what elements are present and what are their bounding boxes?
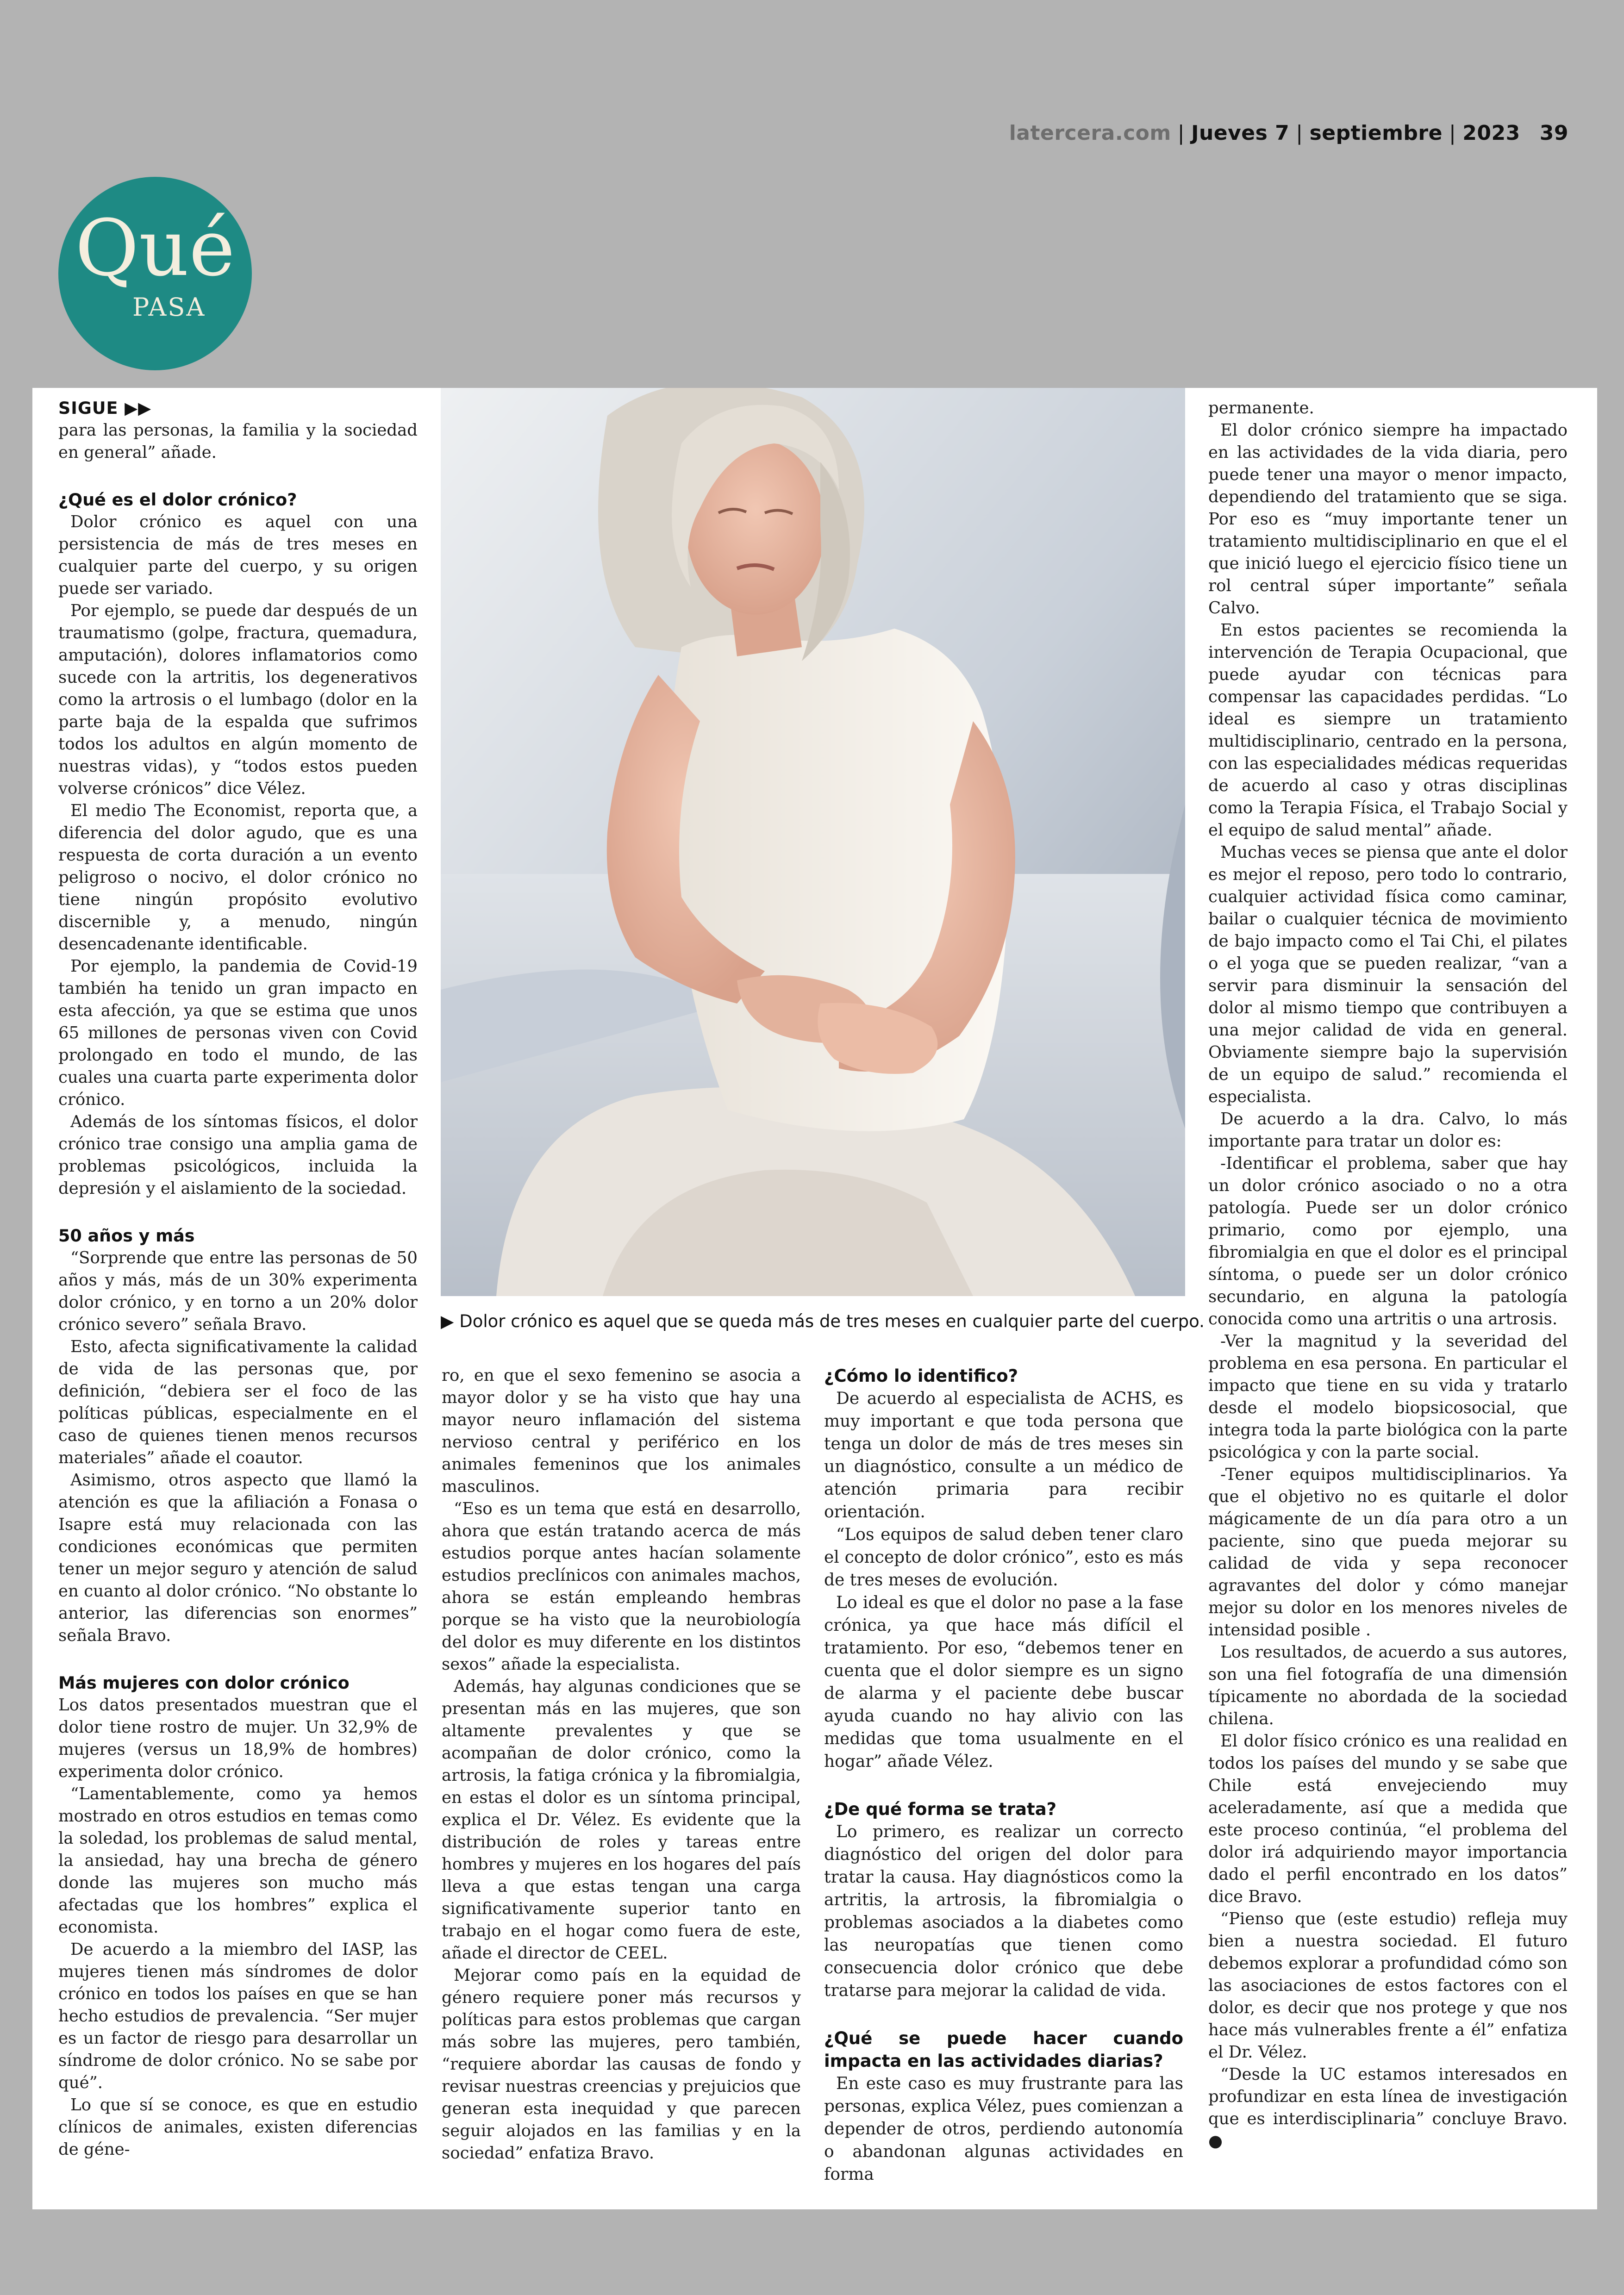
paragraph: El dolor crónico siempre ha impactado en las actividades de la vida diaria, pero puede tener una mayor o menor impacto, dependiendo del tratamiento que se siga. Por eso es “muy importante tener un tratamiento multidisciplinario en que el el que inició luego el ejercicio físico tiene un rol central súper importante” señala Calvo. <box>1208 421 1568 617</box>
column-1 <box>58 397 418 2161</box>
paragraph: Mejorar como país en la equidad de género requiere poner más recursos y políticas para estos problemas que cargan más sobre las mujeres, pero también, “requiere abordar las causas de fondo y revisar nuestras creencias y prejuicios que generan esta inequidad y que parecen seguir alojados en las familias y en la sociedad” enfatiza Bravo. <box>442 1966 801 2163</box>
paragraph: “Pienso que (este estudio) refleja muy bien a nuestra sociedad. El futuro debemos explorar a profundidad cómo son las asociaciones de estos factores con el dolor, es decir que nos protege y que nos hace más vulnerables frente a él” enfatiza el Dr. Vélez. <box>1208 1909 1568 2062</box>
paragraph: El dolor físico crónico es una realidad en todos los países del mundo y se sabe que Chile está envejeciendo muy aceleradamente, así que a medida que este proceso continúa, “el problema del dolor irá adquiriendo mayor importancia dado el perfil encontrado en los datos” dice Bravo. <box>1208 1732 1568 1906</box>
subheading: ¿Qué se puede hacer cuando impacta en las actividades diarias? <box>824 2028 1183 2071</box>
subheading: ¿De qué forma se trata? <box>824 1799 1057 1819</box>
paragraph: Dolor crónico es aquel con una persistencia de más de tres meses en cualquier parte del cuerpo, y su origen puede ser variado. <box>58 512 418 598</box>
paragraph: Además de los síntomas físicos, el dolor crónico trae consigo una amplia gama de problemas psicológicos, incluida la depresión y el aislamiento de la sociedad. <box>58 1112 418 1198</box>
paragraph: permanente. <box>1208 399 1314 418</box>
day: Jueves 7 <box>1191 121 1290 145</box>
paragraph: De acuerdo a la dra. Calvo, lo más importante para tratar un dolor es: <box>1208 1110 1568 1151</box>
paragraph: para las personas, la familia y la sociedad en general” añade. <box>58 421 418 462</box>
paragraph: En este caso es muy frustrante para las personas, explica Vélez, pues comienzan a depender de otros, perdiendo autonomía o abandonan algunas actividades en forma <box>824 2074 1183 2184</box>
paragraph: Lo que sí se conoce, es que en estudio clínicos de animales, existen diferencias de géne- <box>58 2095 418 2159</box>
woman-abdominal-pain-photo <box>441 388 1185 1296</box>
subheading: ¿Cómo lo identifico? <box>824 1366 1018 1386</box>
paragraph: Los resultados, de acuerdo a sus autores, son una fiel fotografía de una dimensión típicamente no abordada de la sociedad chilena. <box>1208 1643 1568 1728</box>
subheading: 50 años y más <box>58 1226 195 1246</box>
paragraph: “Desde la UC estamos interesados en profundizar en esta línea de investigación que es interdisciplinaria” concluye Bravo. ● <box>1208 2065 1568 2151</box>
paragraph: Además, hay algunas condiciones que se presentan más en las mujeres, que son altamente prevalentes y que se acompañan de dolor crónico, como la artrosis, la fatiga crónica y la fibromialgia, en estas el dolor es un síntoma principal, explica el Dr. Vélez. Es evidente que la distribución de roles y tareas entre hombres y mujeres en los hogares del país lleva a que estas tengan una carga significativamente superior tanto en trabajo en el hogar como fuera de este, añade el director de CEEL. <box>442 1677 801 1963</box>
logo-word-pasa: PASA <box>132 293 206 322</box>
paragraph: Por ejemplo, la pandemia de Covid-19 también ha tenido un gran impacto en esta afección, ya que se estima que unos 65 millones de personas viven con Covid prolongado en todo el mundo, de las cuales una cuarta parte experimenta dolor crónico. <box>58 957 418 1109</box>
logo-word-que: Qué <box>75 203 235 293</box>
paragraph: Muchas veces se piensa que ante el dolor es mejor el reposo, pero todo lo contrario, cualquier actividad física como caminar, bailar o cualquier técnica de movimiento de bajo impacto como el Tai Chi, el pilates o el yoga que se pueden realizar, “van a servir para disminuir la sensación del dolor al mismo tiempo que contribuyen a una mejor calidad de vida en general. Obviamente siempre bajo la supervisión de un equipo de salud.” recomienda el especialista. <box>1208 843 1568 1106</box>
column-4 <box>1208 397 1568 2152</box>
subheading: Más mujeres con dolor crónico <box>58 1673 350 1693</box>
site-name: latercera.com <box>1009 121 1171 145</box>
paragraph: “Eso es un tema que está en desarrollo, ahora que están tratando acerca de más estudios porque antes hacían solamente estudios preclínicos con animales machos, ahora se están empleando hembras porque se ha visto que la neurobiología del dolor es muy diferente en los distintos sexos” añade la especialista. <box>442 1499 801 1674</box>
year: 2023 <box>1462 121 1520 145</box>
month: septiembre <box>1309 121 1443 145</box>
paragraph: “Lamentablemente, como ya hemos mostrado en otros estudios en temas como la soledad, los problemas de salud mental, la ansiedad, hay una brecha de género donde las mujeres son mucho más afectadas que los hombres” explica el economista. <box>58 1784 418 1937</box>
column-2 <box>442 1365 801 2164</box>
paragraph: Los datos presentados muestran que el dolor tiene rostro de mujer. Un 32,9% de mujeres (versus un 18,9% de hombres) experimenta dolor crónico. <box>58 1696 418 1781</box>
page-header: latercera.com | Jueves 7 | septiembre | 2023 39 <box>1009 121 1568 145</box>
sigue-marker: SIGUE ▶▶ <box>58 398 152 418</box>
page-number: 39 <box>1539 121 1568 145</box>
paragraph: “Sorprende que entre las personas de 50 años y más, más de un 30% experimenta dolor crónico, y en torno a un 20% dolor crónico severo” señala Bravo. <box>58 1248 418 1334</box>
paragraph: De acuerdo al especialista de ACHS, es muy important e que toda persona que tenga un dolor de más de tres meses sin un diagnóstico, consulte a un médico de atención primaria para recibir orientación. <box>824 1389 1183 1522</box>
paragraph: De acuerdo a la miembro del IASP, las mujeres tienen más síndromes de dolor crónico en todos los países en que se han hecho estudios de prevalencia. “Ser mujer es un factor de riesgo para desarrollar un síndrome de dolor crónico. No se sabe por qué”. <box>58 1940 418 2092</box>
subheading: ¿Qué es el dolor crónico? <box>58 490 297 510</box>
paragraph: Lo ideal es que el dolor no pase a la fase crónica, ya que hace más difícil el tratamiento. Por eso, “debemos tener en cuenta que el dolor siempre es un signo de alarma y el paciente debe buscar ayuda cuando no hay alivio con las medidas que toma usualmente en el hogar” añade Vélez. <box>824 1593 1183 1771</box>
paragraph: Esto, afecta significativamente la calidad de vida de las personas que, por definición, “debiera ser el foco de las políticas públicas, especialmente en el caso de quienes tienen menos recursos materiales” añade el coautor. <box>58 1337 418 1467</box>
paragraph: -Ver la magnitud y la severidad del problema en esa persona. En particular el impacto que tiene en su vida y tratarlo desde el modelo biopsicosocial, que integra toda la parte biológica con la parte psicológica y con la parte social. <box>1208 1332 1568 1462</box>
paragraph: Por ejemplo, se puede dar después de un traumatismo (golpe, fractura, quemadura, amputación), dolores inflamatorios como sucede con la artritis, los degenerativos como la artrosis o el lumbago (dolor en la parte baja de la espalda que sufrimos todos los adultos en algún momento de nuestras vidas), y “todos estos pueden volverse crónicos” dice Vélez. <box>58 601 418 798</box>
column-3 <box>824 1365 1183 2186</box>
photo-caption: ▶ Dolor crónico es aquel que se queda más de tres meses en cualquier parte del cuerpo. <box>441 1311 1205 1331</box>
paragraph: Asimismo, otros aspecto que llamó la atención es que la afiliación a Fonasa o Isapre está muy relacionada con las condiciones económicas que permiten tener un mejor seguro y atención de salud en cuanto al dolor crónico. “No obstante lo anterior, las diferencias son enormes” señala Bravo. <box>58 1471 418 1645</box>
paragraph: Lo primero, es realizar un correcto diagnóstico del origen del dolor para tratar la causa. Hay diagnósticos como la artritis, la artrosis, la fibromialgia o problemas asociados a la diabetes como las neuropatías que tienen como consecuencia dolor crónico que debe tratarse para mejorar la calidad de vida. <box>824 1822 1183 2000</box>
paragraph: -Identificar el problema, saber que hay un dolor crónico asociado o no a otra patología. Puede ser un dolor crónico primario, como por ejemplo, una fibromialgia en que el dolor es el principal síntoma, o puede ser un dolor crónico secundario, en alguna la patología conocida como una artritis o una artrosis. <box>1208 1154 1568 1328</box>
article-paper <box>32 388 1597 2209</box>
paragraph: ro, en que el sexo femenino se asocia a mayor dolor y se ha visto que hay una mayor neuro inflamación del sistema nervioso central y periférico en los animales femeninos que los animales masculinos. <box>442 1366 801 1496</box>
paragraph: -Tener equipos multidisciplinarios. Ya que el objetivo no es quitarle el dolor mágicamente de un día para otro a un paciente, sino que pueda mejorar su calidad de vida y sepa reconocer agravantes del dolor y cómo manejar mejor su dolor en los menores niveles de intensidad posible . <box>1208 1465 1568 1640</box>
que-pasa-logo <box>58 177 252 370</box>
paragraph: En estos pacientes se recomienda la intervención de Terapia Ocupacional, que puede ayudar con técnicas para compensar las capacidades perdidas. “Lo ideal es siempre un tratamiento multidisciplinario, centrado en la persona, con las especialidades médicas requeridas de acuerdo al caso y otras disciplinas como la Terapia Física, el Trabajo Social y el equipo de salud mental” añade. <box>1208 621 1568 840</box>
paragraph: “Los equipos de salud deben tener claro el concepto de dolor crónico”, esto es más de tres meses de evolución. <box>824 1525 1183 1590</box>
paragraph: El medio The Economist, reporta que, a diferencia del dolor agudo, que es una respuesta de corta duración a un evento peligroso o nocivo, el dolor crónico no tiene ningún propósito evolutivo discernible y, a menudo, ningún desencadenante identificable. <box>58 801 418 954</box>
